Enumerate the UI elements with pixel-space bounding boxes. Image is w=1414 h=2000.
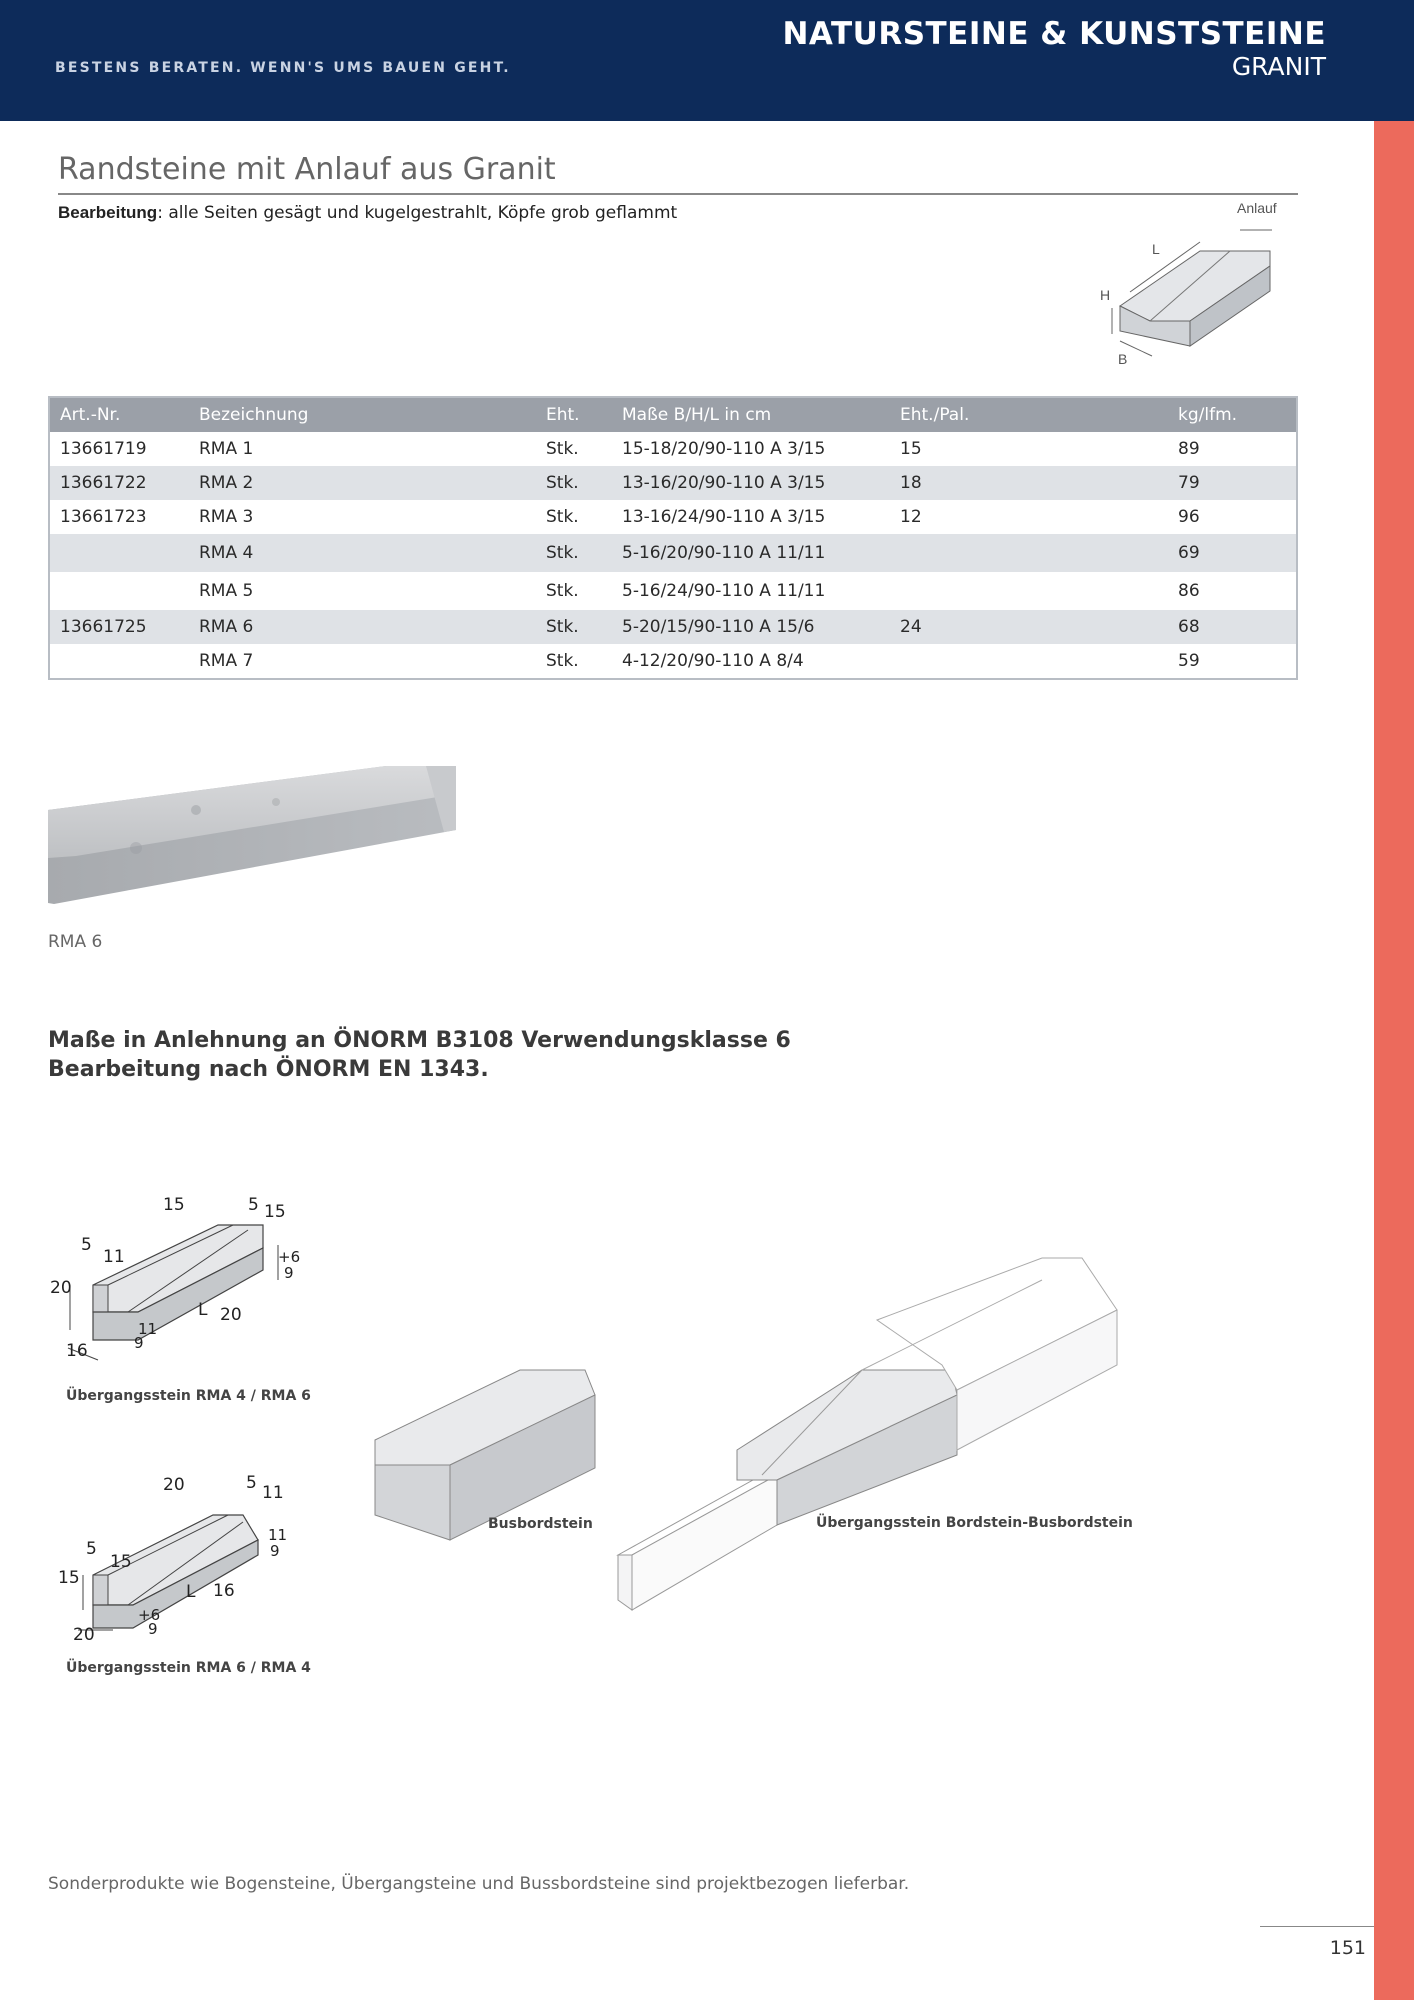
cell-kg-lfm: 59 [1178, 651, 1200, 671]
cell-masse: 5-20/15/90-110 A 15/6 [612, 610, 890, 644]
cell-kg-lfm: 69 [1168, 534, 1297, 572]
cell-kg-lfm: 96 [1178, 507, 1200, 527]
cell-kg-lfm: 86 [1178, 581, 1200, 601]
dim-label: 20 [73, 1625, 95, 1645]
dim-label: 20 [220, 1305, 242, 1325]
cell-art-nr: 13661723 [60, 507, 147, 527]
side-accent-bar [1374, 121, 1414, 2000]
cell-masse: 5-16/24/90-110 A 11/11 [622, 581, 826, 601]
cell-eht: Stk. [546, 581, 579, 601]
cell-eht-pal [890, 534, 1168, 572]
dim-label: 5 [246, 1473, 257, 1493]
cell-eht-pal: 24 [890, 610, 1168, 644]
cell-eht: Stk. [546, 507, 579, 527]
rma6-stone-photo [46, 758, 466, 908]
cell-eht: Stk. [536, 534, 612, 572]
cell-eht: Stk. [546, 651, 579, 671]
processing-text: : alle Seiten gesägt und kugelgestrahlt, Köpfe grob geflammt [157, 203, 678, 223]
page-number: 151 [1329, 1937, 1366, 1959]
dim-label: 15 [163, 1195, 185, 1215]
dim-label: 5 [248, 1195, 259, 1215]
dim-label: 15 [264, 1202, 286, 1222]
cell-art-nr: 13661725 [49, 610, 189, 644]
anlauf-label: Anlauf [1237, 200, 1277, 216]
table-row [49, 644, 1297, 679]
col-art-nr: Art.-Nr. [49, 397, 189, 432]
dim-label: 5 [86, 1539, 97, 1559]
cell-art-nr: 13661719 [60, 439, 147, 459]
cell-bezeichnung: RMA 6 [189, 610, 536, 644]
dim-label: 11 [268, 1526, 288, 1544]
figure-caption-rma4-rma6: Übergangsstein RMA 4 / RMA 6 [66, 1388, 311, 1404]
cell-masse: 15-18/20/90-110 A 3/15 [622, 439, 826, 459]
cell-eht: Stk. [536, 610, 612, 644]
cell-bezeichnung: RMA 7 [199, 651, 254, 671]
dim-label: 16 [66, 1341, 88, 1361]
cell-masse: 5-16/20/90-110 A 11/11 [612, 534, 890, 572]
dim-label: 11 [262, 1483, 284, 1503]
table-header-row [49, 397, 1297, 432]
footnote: Sonderprodukte wie Bogensteine, Übergangsteine und Bussbordsteine sind projektbezogen lieferbar. [48, 1874, 910, 1894]
transition-stone-rma6-rma4-drawing [48, 1470, 308, 1650]
cell-eht-pal [890, 644, 1168, 679]
cell-eht: Stk. [546, 439, 579, 459]
norm-line-2: Bearbeitung nach ÖNORM EN 1343. [48, 1057, 489, 1082]
dim-label: 9 [134, 1334, 144, 1352]
dim-label: 9 [284, 1264, 294, 1282]
dim-label: +6 [138, 1606, 161, 1624]
dim-label: 15 [58, 1568, 80, 1588]
cell-eht-pal [890, 572, 1168, 610]
dim-label: L [186, 1582, 196, 1602]
cell-art-nr [49, 644, 189, 679]
dim-label: 11 [103, 1247, 125, 1267]
dim-label: 15 [110, 1552, 132, 1572]
dim-label: 9 [148, 1620, 158, 1638]
page-header [0, 0, 1414, 121]
table-row [49, 534, 1297, 572]
dim-label: L [198, 1300, 208, 1320]
length-label: L [1152, 241, 1160, 257]
tagline: BESTENS BERATEN. WENN'S UMS BAUEN GEHT. [55, 60, 511, 76]
dim-label: 16 [213, 1581, 235, 1601]
table-row [49, 466, 1297, 500]
header-title: NATURSTEINE & KUNSTSTEINE [782, 16, 1326, 52]
cell-art-nr: 13661722 [49, 466, 189, 500]
transition-stone-rma4-rma6-drawing [48, 1190, 308, 1370]
width-label: B [1118, 351, 1128, 367]
dim-label: +6 [278, 1248, 301, 1266]
norm-note [48, 1026, 791, 1084]
col-eht: Eht. [536, 397, 612, 432]
table-row [49, 500, 1297, 534]
cell-bezeichnung: RMA 4 [189, 534, 536, 572]
cell-bezeichnung: RMA 1 [199, 439, 254, 459]
transition-label: Übergangsstein Bordstein-Busbordstein [816, 1515, 1133, 1531]
figure-caption-rma6-rma4: Übergangsstein RMA 6 / RMA 4 [66, 1660, 311, 1676]
cell-kg-lfm: 89 [1178, 439, 1200, 459]
col-bezeichnung: Bezeichnung [189, 397, 536, 432]
cell-bezeichnung: RMA 3 [199, 507, 254, 527]
table-row [49, 610, 1297, 644]
col-masse: Maße B/H/L in cm [612, 397, 890, 432]
header-subtitle: GRANIT [1231, 52, 1326, 81]
cell-eht-pal: 15 [900, 439, 922, 459]
cell-masse: 13-16/20/90-110 A 3/15 [612, 466, 890, 500]
cell-masse: 4-12/20/90-110 A 8/4 [622, 651, 804, 671]
cell-eht: Stk. [536, 466, 612, 500]
dim-label: 5 [81, 1235, 92, 1255]
cell-bezeichnung: RMA 2 [189, 466, 536, 500]
table-row [49, 432, 1297, 466]
norm-line-1: Maße in Anlehnung an ÖNORM B3108 Verwendungsklasse 6 [48, 1028, 791, 1053]
cell-eht-pal: 12 [900, 507, 922, 527]
dim-label: 11 [138, 1320, 158, 1338]
section-title: Randsteine mit Anlauf aus Granit [58, 152, 556, 187]
dim-label: 20 [163, 1475, 185, 1495]
col-eht-pal: Eht./Pal. [890, 397, 1168, 432]
col-kg-lfm: kg/lfm. [1168, 397, 1297, 432]
dim-label: 20 [50, 1278, 72, 1298]
page-number-rule [1260, 1926, 1374, 1927]
cell-art-nr [49, 534, 189, 572]
cell-eht-pal: 18 [890, 466, 1168, 500]
spec-table [48, 396, 1298, 680]
processing-label: Bearbeitung [58, 203, 158, 222]
curb-stone-diagram [1090, 196, 1290, 371]
cell-art-nr [49, 572, 189, 610]
dim-label: 9 [270, 1542, 280, 1560]
table-row [49, 572, 1297, 610]
cell-kg-lfm: 68 [1168, 610, 1297, 644]
processing-note [58, 203, 677, 223]
transition-bordstein-busbordstein-drawing [612, 1250, 1132, 1630]
busbordstein-label: Busbordstein [488, 1516, 593, 1532]
photo-caption: RMA 6 [48, 932, 103, 952]
height-label: H [1100, 287, 1111, 303]
cell-masse: 13-16/24/90-110 A 3/15 [622, 507, 826, 527]
cell-bezeichnung: RMA 5 [199, 581, 254, 601]
title-divider [58, 193, 1298, 195]
cell-kg-lfm: 79 [1168, 466, 1297, 500]
